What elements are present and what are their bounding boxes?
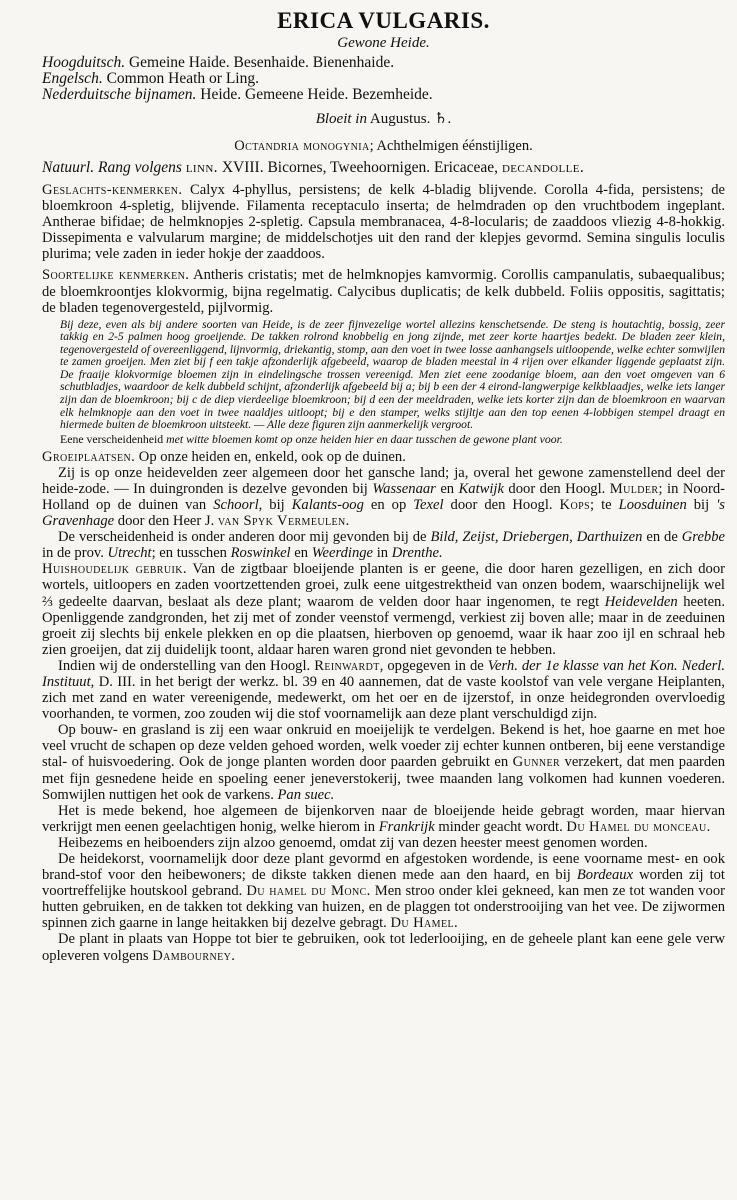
household-label: Huishoudelijk gebruik. <box>42 561 187 578</box>
name-line-hoogduitsch <box>42 55 725 71</box>
name-line-nederduitsch <box>42 87 725 103</box>
text-run: en op <box>363 496 414 513</box>
rank-prefix: Natuurl. Rang volgens <box>42 159 182 176</box>
species-characters <box>42 267 725 315</box>
place-name: Katwijk <box>458 480 504 497</box>
species-text: Antheris cristatis; met de helmknopjes kamvormig. Corollis campanulatis, subaequalibus; de bloemkroontjes klokvormig, bijna regelmatig. Calycibus duplicatis; de kelk dubbeld. Foliis oppositis, sagittatis; de bladen tegenovergesteld, pijlvormig. <box>42 267 725 316</box>
place-name: Frankrijk <box>378 818 435 835</box>
text-run: Van de zigtbaar bloeijende planten is er geene, die door haren gezelligen, en zich door wortels, uitloopers en zaden voortzettenden groei, zulk eene uitgestrektheid van onzen bodem, waarschijnelijk wel ⅔ gedeelte daarvan, beslaat als deze plant; waarom de velden door haar ingenomen, te regt <box>42 561 725 610</box>
variety-note <box>60 433 725 446</box>
place-name: Grebbe <box>681 529 725 546</box>
flowering-label: Bloeit in <box>315 111 367 127</box>
page-subtitle: Gewone Heide. <box>337 35 430 51</box>
text-run: De verscheidenheid is onder anderen door mij gevonden bij de <box>58 529 431 546</box>
text-run: ; in Noord-Holland op de duinen van <box>42 480 725 513</box>
text-run: minder geacht wordt. <box>434 818 567 835</box>
person-name: van Spyk Vermeulen. <box>217 513 350 530</box>
name-text: Heide. Gemeene Heide. Bezemheide. <box>196 86 433 103</box>
place-name: Weerdinge <box>311 545 374 562</box>
flowering-line <box>42 109 725 128</box>
citation: Du Hamel. <box>390 915 459 932</box>
variety-b: met witte bloemen komt op onze heiden hier en daar tusschen de gewone plant voor. <box>166 431 563 446</box>
text-run: door den Heer J. <box>114 513 218 530</box>
person-name: Reinwardt <box>314 657 380 674</box>
person-name: Kops <box>559 496 591 513</box>
distribution-paragraph <box>42 465 725 529</box>
habitats-label: Groeiplaatsen. <box>42 448 136 465</box>
place-name: Drenthe. <box>391 545 443 562</box>
text-run: worden zij tot voortreffelijke houtskool gebrand. <box>42 867 725 900</box>
place-name: Schoorl <box>213 496 259 513</box>
flowering-value: Augustus. ♄. <box>366 111 452 127</box>
genus-label: Geslachts-kenmerken. <box>42 182 183 198</box>
household-use <box>42 561 725 658</box>
place-name: Kalants-oog <box>291 496 364 513</box>
beekeeping-paragraph <box>42 803 725 835</box>
species-label: Soortelijke kenmerken. <box>42 267 190 284</box>
text-run: en <box>435 480 459 497</box>
text-run: verzekert, dat men paarden met fijn gesnedene heide en spoeling eener jeneverstokerij, twee maanden lang volkomen had kunnen voederen. Somwijlen nuttigen het ook de varkens. <box>42 754 725 803</box>
variety-a: Eene verscheidenheid <box>60 431 167 446</box>
heath-crust-paragraph <box>42 851 725 931</box>
text-run: , bij <box>258 496 292 513</box>
place-name: Bordeaux <box>576 867 634 884</box>
name-text: Common Heath or Ling. <box>102 70 259 87</box>
habitats <box>42 449 725 465</box>
text-run: Men stroo onder klei gekneed, kan men ze tot wanden voor hutten gebruiken, en de takken tot dekking van huizen, en de plaggen tot onderstrooijing van het vee. De zijwormen spinnen zich gaarne in lange heitakken bij dezelve gebragt. <box>42 883 725 932</box>
place-name: Texel <box>413 496 444 513</box>
genus-text: Calyx 4-phyllus, persistens; de kelk 4-bladig blijvende. Corolla 4-fida, persistens; de bloemkroon 4-spletig, blijvende. Filamenta receptaculo inserta; de helmdraden op den vruchtbodem ingeplant. Antherae bifidae; de helmknopjes 2-spletig. Capsula membranacea, 4-8-locularis; de zaaddoos vliezig 4-8-hokkig. Dissepimenta e valvularum margine; de middelschotjes uit den rand der klepjes gevormd. Semina singulis loculis plurima; vele zaden in ieder hokje der zaaddoos. <box>42 182 725 263</box>
linnaean-class <box>42 138 725 155</box>
person-name: Gunner <box>512 754 561 771</box>
text-run: Het is mede bekend, hoe algemeen de bijenkorven naar de bloeijende heide gebragt worden, maar hiervan verkrijgt men eenen geelachtigen honig, welke hierom in <box>42 802 725 835</box>
dye-paragraph <box>42 931 725 963</box>
text-run: De heidekorst, voornamelijk door deze plant gevormd en afgestoken wordende, is eene voorname mest- en ook brand-stof voor den heibewoners; de dikste takken dienen mede aan den haard, en bij <box>42 851 725 884</box>
place-name: Wassenaar <box>372 480 436 497</box>
rank-text: XVIII. Bicornes, Tweehoornigen. Ericaceae, <box>217 159 499 176</box>
text-run: en de <box>642 529 682 546</box>
place-name: Bild, Zeijst, Driebergen, Darthuizen <box>430 529 643 546</box>
rank-linn: linn. <box>185 159 218 176</box>
person-name: Dambourney. <box>152 947 236 964</box>
text-run: in <box>373 545 392 562</box>
name-text: Gemeine Haide. Besenhaide. Bienenhaide. <box>125 54 395 71</box>
citation: Du hamel du Monc. <box>246 883 371 900</box>
text-run: heeten. Openliggende zandgronden, het zij met of zonder veenstof vermengd, verkiest zij boven alle; maar in de zeeduinen groeit zij slechts bij enkele plekken en op die plaatsen, hierboven op genoemd, waar ik haar zoo ijl en schraal heb zien groeijen, dat zij duidelijk toont, aldaar haren waren grond niet gevonden te hebben. <box>42 593 725 658</box>
text-run: door den Hoogl. <box>443 496 560 513</box>
term: Heidevelden <box>604 593 678 610</box>
citation: Du Hamel du monceau. <box>566 818 711 835</box>
citation: Pan suec. <box>277 786 335 803</box>
rank-author: decandolle. <box>501 159 585 176</box>
publication-title: Verh. der 1e klasse van het Kon. Nederl. Instituut <box>42 657 726 690</box>
brooms-paragraph: Heibezems en heiboenders zijn alzoo genoemd, omdat zij van dezen heester meest genomen worden. <box>58 834 648 851</box>
text-run: ; en tusschen <box>151 545 231 562</box>
place-name: Utrecht <box>107 545 152 562</box>
language-label: Nederduitsche bijnamen. <box>42 86 197 103</box>
language-label: Hoogduitsch. <box>42 54 126 71</box>
place-name: Roswinkel <box>230 545 291 562</box>
text-run: , opgegeven in de <box>379 657 488 674</box>
agriculture-paragraph <box>42 722 725 802</box>
language-label: Engelsch. <box>42 70 103 87</box>
text-run: en <box>290 545 312 562</box>
habitats-text: Op onze heiden en, enkeld, ook op de duinen. <box>135 448 406 465</box>
text-run: De plant in plaats van Hoppe tot bier te gebruiken, ook tot lederlooijing, en de geheele plant kan eene gele verw opleveren volgens <box>42 931 725 964</box>
place-name: 's Gravenhage <box>42 496 725 530</box>
natural-rank <box>42 159 725 177</box>
page-title: ERICA VULGARIS. <box>277 8 490 33</box>
person-name: Mulder <box>609 480 659 497</box>
text-run: in de prov. <box>42 545 108 562</box>
name-line-engelsch <box>42 71 725 87</box>
text-run: Indien wij de onderstelling van den Hoogl. <box>58 657 315 674</box>
text-run: , D. III. in het berigt der werkz. bl. 39 en 40 aannemen, dat de vaste koolstof van vele vergane Heiplanten, zich met zand en water vereenigende, medewerkt, om het oer en de ijzerstof, in onze heidegronden overvloedig voorhanden, te vormen, zoo zouden wij die stof voornamelijk aan deze plant verschuldigd zijn. <box>42 673 725 723</box>
text-run: ; te <box>590 496 619 513</box>
genus-characters <box>42 182 725 262</box>
text-run: door den Hoogl. <box>503 480 610 497</box>
text-run: Zij is op onze heidevelden zeer algemeen door het gansche land; ja, overal het gewone zamenstellend deel der heide-zode. — In duingronden is dezelve gevonden bij <box>42 464 725 497</box>
variety-locations <box>42 529 725 561</box>
place-name: Loosduinen <box>618 496 687 513</box>
class-dutch: ; Achthelmigen éénstijligen. <box>369 138 533 154</box>
reinwardt-paragraph <box>42 658 725 722</box>
text-run: Op bouw- en grasland is zij een waar onkruid en moeijelijk te verdelgen. Bekend is het, hoe gaarne en met hoe veel vrucht de schapen op deze velden gehoed worden, welk voeder zij echter kunnen ontberen, bij eene verstandige stal- of huisvoedering. Ook de jonge planten worden door paarden gebruikt en <box>42 722 725 771</box>
text-run: bij <box>686 496 717 513</box>
vernacular-names <box>42 55 725 103</box>
class-name: Octandria monogynia <box>234 138 370 154</box>
figure-description: Bij deze, even als bij andere soorten van Heide, is de zeer fijnvezelige wortel allezins kenschetsende. De steng is houtachtig, bossig, zeer takkig en 2-5 palmen hoog groeijende. De takken rolrond knobbelig en jong zijnde, met zeer korte haartjes bedekt. De bladen zeer klein, tegenovergesteld of overeenliggend, lijnvormig, driekantig, stomp, aan den voet in twee losse aanhangsels uitloopende, welke echter somwijlen te zamen groeijen. Men ziet bij f een takje afzonderlijk afgebeeld, waarop de bladen meestal in 4 rijen over elkander liggende geplaatst zijn. De fraaije klokvormige bloemen zijn in eindelingsche trossen vereenigd. Men ziet eene zoodanige bloem, aan den voet omgeven van 6 schutbladjes, waardoor de kelk dubbeld schijnt, afzonderlijk afgebeeld bij a; bij b een der 4 eirond-langwerpige kelkblaadjes, welke iets langer zijn dan de bloemkroon; bij c de diep vierdeelige bloemkroon; bij d een der meeldraden, welke iets korter zijn dan de bloemkroon en waarvan elk helmknopje aan den voet in twee naaldjes uitloopt; bij e den stamper, welks stijltje aan den top eenen 4-lobbigen stempel draagt en hiermede buiten de bloemkroon uitsteekt. — Alle deze figuren zijn aanmerkelijk vergroot. <box>60 317 726 432</box>
